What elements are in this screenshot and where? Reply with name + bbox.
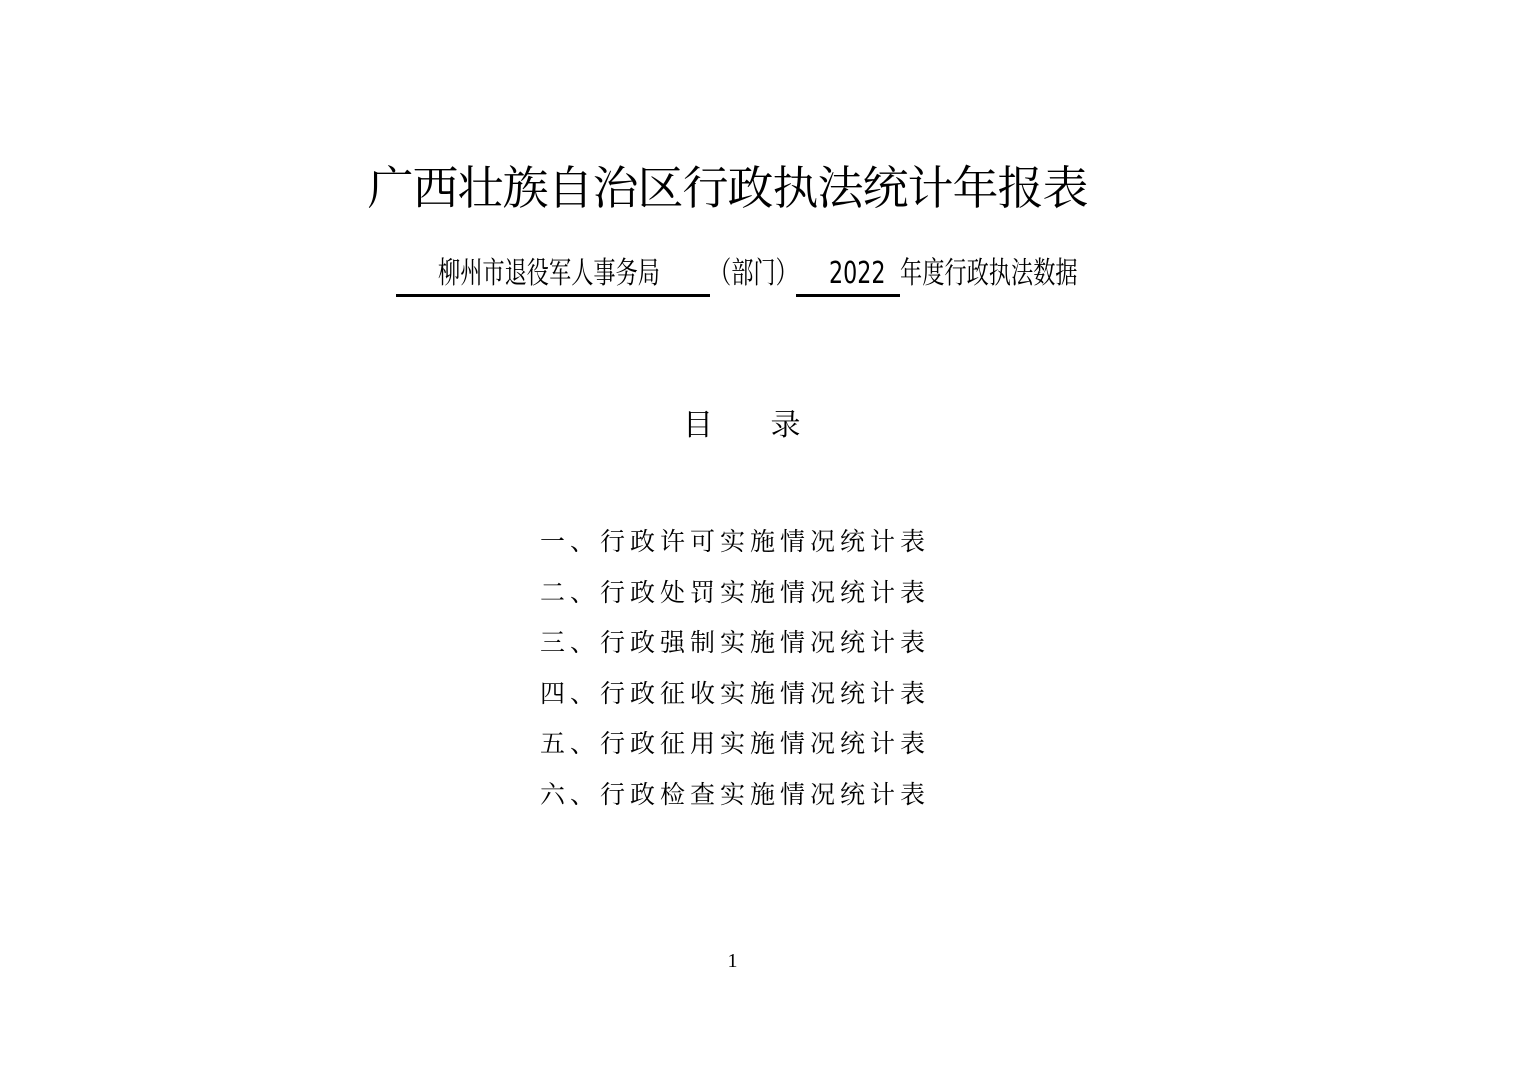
toc-item: 一、行政许可实施情况统计表 bbox=[540, 527, 931, 556]
toc-item: 六、行政检查实施情况统计表 bbox=[540, 779, 931, 809]
department-underline bbox=[396, 294, 710, 297]
report-year: 2022 bbox=[829, 256, 886, 291]
page-number: 1 bbox=[727, 950, 738, 972]
toc-heading: 目 录 bbox=[683, 408, 825, 443]
toc-item: 三、行政强制实施情况统计表 bbox=[540, 628, 931, 657]
toc-item: 四、行政征收实施情况统计表 bbox=[540, 678, 931, 708]
department-name: 柳州市退役军人事务局 bbox=[438, 256, 660, 291]
year-suffix: 年度行政执法数据 bbox=[900, 256, 1078, 291]
department-suffix: （部门） bbox=[709, 256, 798, 291]
toc-item: 五、行政征用实施情况统计表 bbox=[540, 729, 931, 758]
year-underline bbox=[796, 294, 900, 297]
toc-list bbox=[540, 520, 930, 823]
report-title: 广西壮族自治区行政执法统计年报表 bbox=[367, 161, 1088, 215]
toc-item: 二、行政处罚实施情况统计表 bbox=[540, 577, 931, 607]
